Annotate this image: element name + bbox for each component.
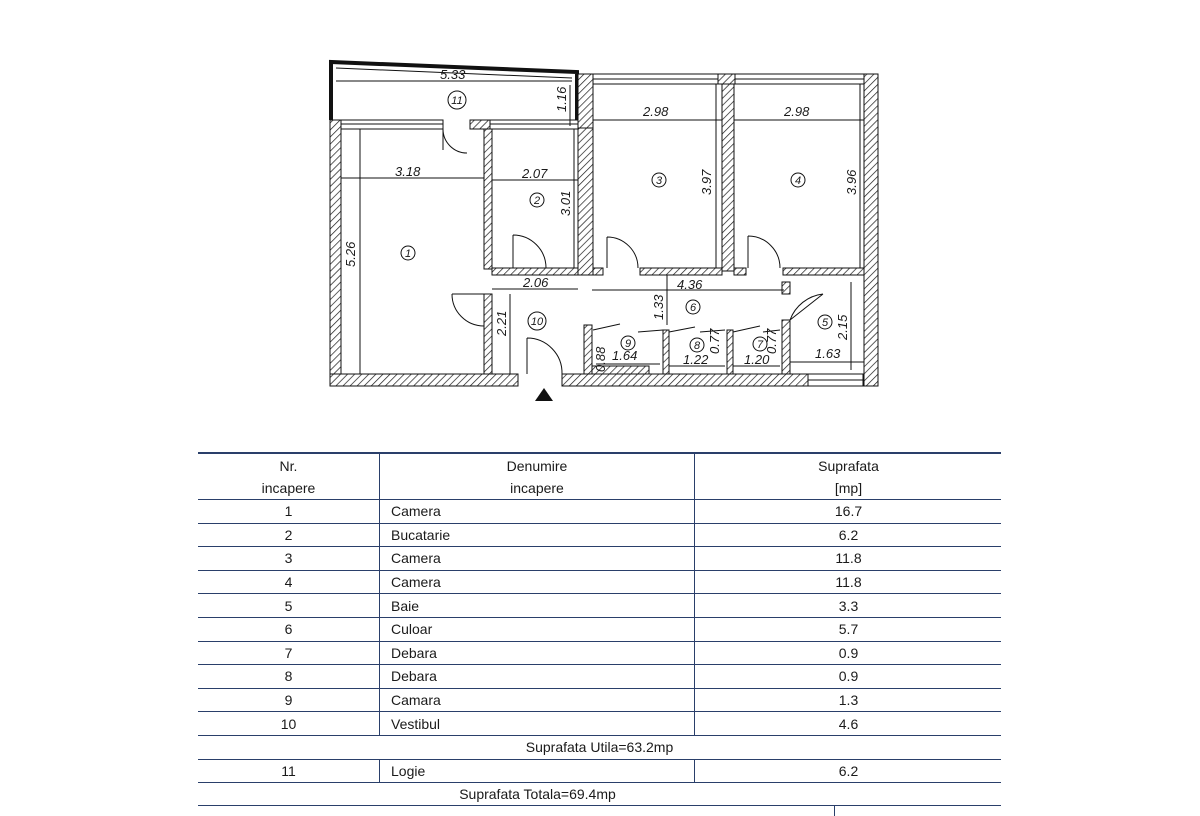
row-nr: 1	[284, 503, 293, 520]
room-number-4: 4	[794, 175, 802, 187]
dim-room3-width: 2.98	[643, 104, 669, 119]
useful-area-text: Suprafata Utila=63.2mp	[525, 739, 674, 756]
header-nr-line1: Nr.	[279, 457, 298, 474]
row-name: Culoar	[379, 618, 694, 641]
row-nr: 5	[284, 597, 293, 614]
row-nr: 8	[284, 668, 293, 685]
dim-pantry-depth: 0.88	[593, 346, 608, 372]
dim-corridor-depth: 1.33	[651, 294, 666, 320]
entrance-arrow-icon	[535, 388, 553, 401]
dim-pantry-width: 1.64	[612, 348, 638, 363]
row-name: Camara	[379, 689, 694, 712]
room-number-9: 9	[624, 338, 632, 350]
header-name-line1: Denumire	[506, 457, 568, 474]
header-area-line2: [mp]	[834, 479, 863, 496]
header-name	[379, 454, 694, 499]
table-row-logia	[198, 760, 1001, 784]
table-row	[198, 689, 1001, 713]
row-name: Bucatarie	[379, 524, 694, 547]
room-area-table	[198, 452, 1001, 816]
table-row	[198, 642, 1001, 666]
dim-storage7-depth: 0.77	[764, 328, 779, 354]
row-name: Camera	[379, 547, 694, 570]
row-area: 0.9	[694, 642, 1002, 665]
row-nr: 9	[284, 692, 293, 709]
dim-logia-width: 5.33	[440, 67, 466, 82]
table-row	[198, 547, 1001, 571]
row-nr: 7	[284, 644, 293, 661]
row-area: 0.9	[694, 665, 1002, 688]
table-row	[198, 524, 1001, 548]
table-row	[198, 500, 1001, 524]
room-number-2: 2	[533, 195, 541, 207]
row-name: Debara	[379, 642, 694, 665]
header-nr-line2: incapere	[261, 479, 316, 496]
row-name: Logie	[379, 760, 694, 783]
row-nr: 11	[281, 762, 296, 779]
row-area: 6.2	[694, 524, 1002, 547]
room-markers	[401, 91, 832, 352]
exterior-walls	[330, 74, 878, 386]
dim-storage8-depth: 0.77	[707, 328, 722, 354]
table-row	[198, 665, 1001, 689]
header-area	[694, 454, 1002, 499]
header-area-line1: Suprafata	[818, 457, 879, 474]
room-number-3: 3	[655, 175, 663, 187]
room-number-8: 8	[693, 340, 701, 352]
dim-kitchen-length: 3.01	[558, 190, 573, 216]
dim-storage7-width: 1.20	[744, 352, 770, 367]
row-name: Camera	[379, 500, 694, 523]
dim-room1-length: 5.26	[343, 241, 358, 267]
dim-bath-length: 2.15	[835, 314, 850, 340]
room-number-7: 7	[756, 339, 764, 351]
dim-corridor-length: 4.36	[677, 277, 703, 292]
header-name-line2: incapere	[510, 479, 564, 496]
row-area: 3.3	[694, 594, 1002, 617]
row-area: 11.8	[694, 547, 1002, 570]
table-row	[198, 571, 1001, 595]
row-name: Vestibul	[379, 712, 694, 735]
room-number-5: 5	[821, 317, 829, 329]
row-area: 11.8	[694, 571, 1002, 594]
total-area-summary	[198, 783, 1001, 805]
room-number-6: 6	[689, 302, 697, 314]
header-nr	[198, 454, 379, 499]
dim-vestibule-length: 2.21	[494, 310, 509, 336]
table-row	[198, 618, 1001, 642]
table-row	[198, 594, 1001, 618]
dim-room1-width: 3.18	[395, 164, 421, 179]
row-nr: 4	[284, 574, 293, 591]
useful-area-summary	[198, 736, 1001, 760]
dim-storage8-width: 1.22	[683, 352, 709, 367]
table-row	[198, 712, 1001, 736]
row-area: 5.7	[694, 618, 1002, 641]
room-number-11: 11	[451, 95, 463, 107]
row-area: 6.2	[694, 760, 1002, 783]
dim-room4-width: 2.98	[784, 104, 810, 119]
total-area-text: Suprafata Totala=69.4mp	[459, 786, 616, 803]
row-area: 4.6	[694, 712, 1002, 735]
dim-bath-width: 1.63	[815, 346, 841, 361]
dim-room3-length: 3.97	[699, 169, 714, 195]
row-nr: 6	[284, 621, 293, 638]
dim-hall-width: 2.06	[523, 275, 549, 290]
row-nr: 2	[284, 526, 293, 543]
room-number-10: 10	[530, 316, 544, 328]
table-header	[198, 452, 1001, 500]
row-area: 1.3	[694, 689, 1002, 712]
row-name: Baie	[379, 594, 694, 617]
dim-kitchen-width: 2.07	[522, 166, 548, 181]
row-area: 16.7	[694, 500, 1002, 523]
row-name: Debara	[379, 665, 694, 688]
table-footer-edge	[198, 805, 1001, 816]
row-name: Camera	[379, 571, 694, 594]
dim-logia-depth: 1.16	[554, 86, 569, 112]
row-nr: 3	[284, 550, 293, 567]
room-number-1: 1	[404, 248, 412, 260]
row-nr: 10	[280, 715, 297, 732]
dim-room4-length: 3.96	[844, 169, 859, 195]
